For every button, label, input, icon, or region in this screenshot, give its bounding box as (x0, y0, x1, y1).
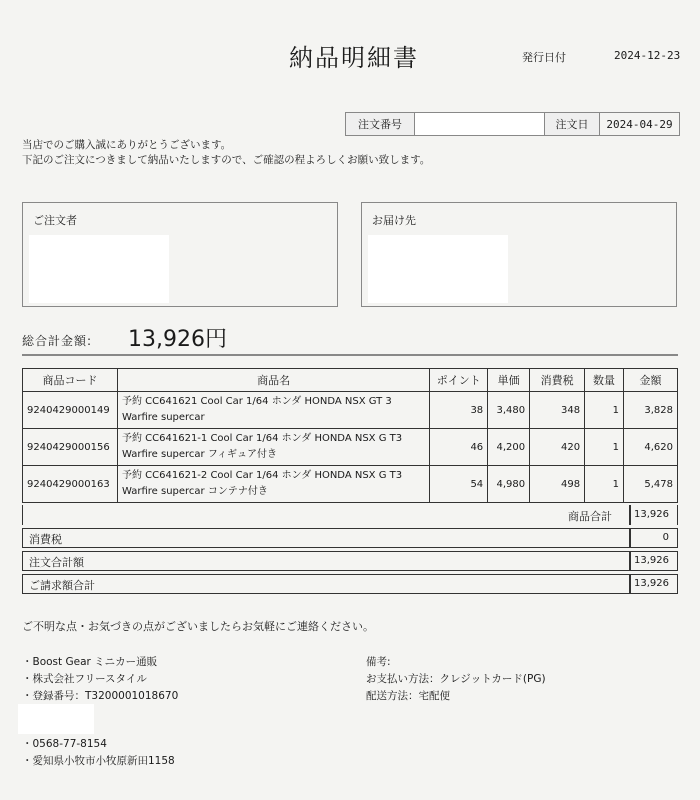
divider (22, 354, 678, 356)
item-code: 9240429000156 (23, 429, 118, 466)
item-points: 46 (430, 429, 488, 466)
col-header-amount: 金額 (624, 369, 678, 392)
billing-total-value: 13,926 (634, 578, 669, 589)
billing-total-row (22, 574, 678, 594)
item-name: 予約 CC641621-1 Cool Car 1/64 ホンダ HONDA NSX G T3 Warfire supercar フィギュア付き (117, 429, 429, 466)
item-amount: 4,620 (624, 429, 678, 466)
remarks (366, 654, 546, 705)
table-row (23, 429, 678, 466)
greeting-line-2: 下記のご注文につきまして納品いたしますので、ご確認の程よろしくお願い致します。 (22, 154, 431, 166)
item-price: 3,480 (488, 392, 530, 429)
shop-info-redacted (18, 704, 94, 734)
column-divider (629, 575, 631, 593)
billing-total-label: ご請求額合計 (29, 579, 95, 592)
subtotal-value: 13,926 (634, 509, 669, 520)
table-row (23, 466, 678, 503)
shipping-method: 配送方法：宅配便 (366, 690, 450, 702)
item-amount: 3,828 (624, 392, 678, 429)
item-code: 9240429000163 (23, 466, 118, 503)
delivery-redacted (368, 235, 508, 303)
col-header-code: 商品コード (23, 369, 118, 392)
tax-label: 消費税 (29, 533, 62, 546)
item-amount: 5,478 (624, 466, 678, 503)
order-number-label: 注文番号 (345, 112, 415, 136)
order-total-row (22, 551, 678, 571)
contact-note: ご不明な点・お気づきの点がございましたらお気軽にご連絡ください。 (22, 620, 374, 633)
grand-total-value: 13,926円 (128, 327, 227, 352)
shop-phone: ・0568-77-8154 (22, 738, 107, 750)
items-table (22, 368, 678, 503)
item-code: 9240429000149 (23, 392, 118, 429)
grand-total-label: 総合計金額: (22, 334, 93, 348)
col-header-qty: 数量 (585, 369, 624, 392)
item-price: 4,980 (488, 466, 530, 503)
tax-row (22, 528, 678, 548)
registration-number: ・登録番号：T3200001018670 (22, 690, 179, 702)
order-total-value: 13,926 (634, 555, 669, 566)
item-qty: 1 (585, 392, 624, 429)
subtotal-label: 商品合計 (568, 510, 612, 523)
orderer-box (22, 202, 338, 307)
delivery-label: お届け先 (372, 214, 416, 227)
item-tax: 420 (530, 429, 585, 466)
delivery-box (361, 202, 677, 307)
item-name: 予約 CC641621-2 Cool Car 1/64 ホンダ HONDA NSX G T3 Warfire supercar コンテナ付き (117, 466, 429, 503)
greeting-line-1: 当店でのご購入誠にありがとうございます。 (22, 139, 232, 151)
shop-address: ・愛知県小牧市小牧原新田1158 (22, 755, 175, 767)
column-divider (629, 529, 631, 547)
order-total-label: 注文合計額 (29, 556, 84, 569)
item-tax: 498 (530, 466, 585, 503)
page-title: 納品明細書 (289, 44, 419, 72)
column-divider (629, 552, 631, 570)
item-tax: 348 (530, 392, 585, 429)
orderer-redacted (29, 235, 169, 303)
order-number-redacted (415, 112, 545, 136)
item-points: 38 (430, 392, 488, 429)
payment-method: お支払い方法：クレジットカード(PG) (366, 673, 546, 685)
col-header-price: 単価 (488, 369, 530, 392)
issue-date-label: 発行日付 (522, 51, 566, 64)
item-qty: 1 (585, 429, 624, 466)
shop-info (22, 654, 178, 705)
order-date: 2024-04-29 (600, 112, 680, 136)
item-price: 4,200 (488, 429, 530, 466)
col-header-points: ポイント (430, 369, 488, 392)
company-name: ・株式会社フリースタイル (22, 673, 147, 685)
col-header-name: 商品名 (117, 369, 429, 392)
table-row (23, 392, 678, 429)
subtotal-row (22, 505, 678, 525)
remarks-label: 備考: (366, 656, 391, 668)
item-qty: 1 (585, 466, 624, 503)
col-header-tax: 消費税 (530, 369, 585, 392)
table-header-row (23, 369, 678, 392)
column-divider (629, 505, 631, 525)
shop-contact (22, 736, 175, 770)
order-date-label: 注文日 (545, 112, 600, 136)
shop-name: ・Boost Gear ミニカー通販 (22, 656, 158, 668)
tax-value: 0 (662, 532, 669, 543)
item-name: 予約 CC641621 Cool Car 1/64 ホンダ HONDA NSX GT 3 Warfire supercar (117, 392, 429, 429)
item-points: 54 (430, 466, 488, 503)
orderer-label: ご注文者 (33, 214, 77, 227)
issue-date: 2024-12-23 (614, 49, 681, 62)
